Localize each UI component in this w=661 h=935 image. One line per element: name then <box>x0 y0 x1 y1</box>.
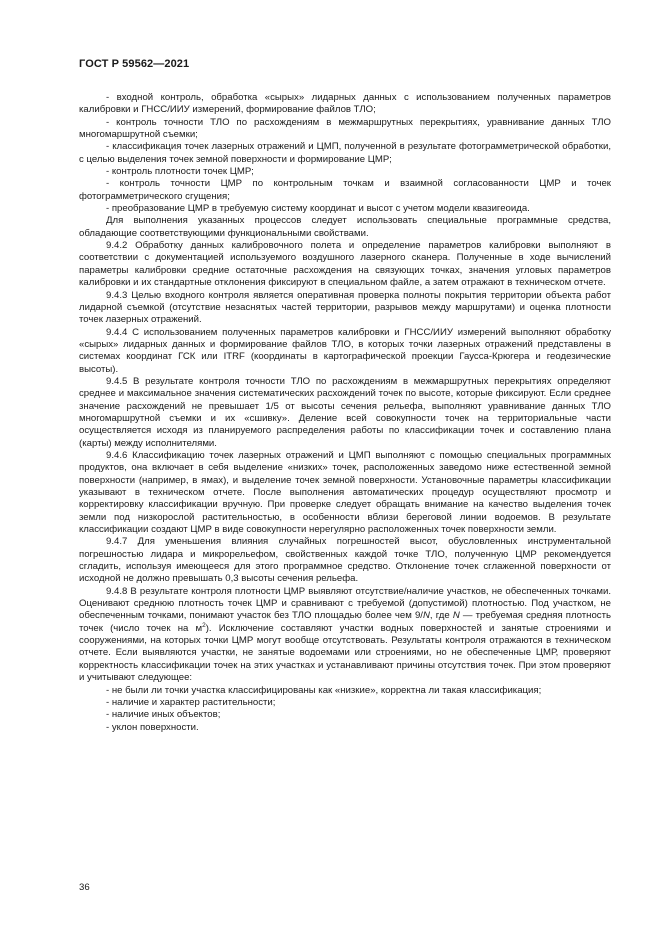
paragraph-9-4-8 <box>79 586 611 685</box>
list-item: - уклон поверхности. <box>106 721 199 733</box>
list-item: - классификация точек лазерных отражений и ЦМП, полученной в результате фотограмметрической обработки, с целью выделения точек земной поверхности и формирование ЦМР; <box>79 141 611 165</box>
text-run: ). Исключение составляют участки водных поверхностей и занятые строениями и сооружениями, на которых точки ЦМР могут вообще отсутствовать. Результаты контроля отражаются в техническом отчете. Если выявляются участки, не занятые водоемами или строениями, но не обеспеченные ЦМР, проверяют корректность классификации точек на этих участках и устанавливают причины отсутствия точек. При этом проверяют и учитывают следующее: <box>79 622 611 684</box>
list-item: - контроль плотности точек ЦМР; <box>106 166 254 178</box>
list-item: - наличие и характер растительности; <box>106 696 276 708</box>
list-item: - контроль точности ЦМР по контрольным точкам и взаимной согласованности ЦМР и точек фотограмметрического сгущения; <box>79 178 611 202</box>
text-run: 9.4.8 В результате контроля плотности ЦМР выявляют отсутствие/наличие участков, не обеспеченных точками. Оценивают среднюю плотность точек ЦМР и сравнивают с требуемой (допустимой) плотностью. Под участком, не обеспеченным точками, понимают участок без ТЛО площадью более чем 9/ <box>79 585 611 622</box>
document-header: ГОСТ Р 59562—2021 <box>79 58 190 70</box>
list-item: - контроль точности ТЛО по расхождениям в межмаршрутных перекрытиях, уравнивание данных ТЛО многомаршрутной съемки; <box>79 116 611 141</box>
list-item: - преобразование ЦМР в требуемую систему координат и высот с учетом модели квазигеоида. <box>106 203 530 215</box>
list-item: - наличие иных объектов; <box>106 709 221 721</box>
paragraph-9-4-7: 9.4.7 Для уменьшения влияния случайных погрешностей высот, обусловленных инструментальной погрешностью лидара и микрорельефом, свойственных каждой точке ТЛО, полученную ЦМР рекомендуется сгладить, используя имеющееся для этого программное средство. Отклонение точек сглаженной поверхности от исходной не должно превышать 0,3 высоты сечения рельефа. <box>79 536 611 585</box>
paragraph-9-4-6: 9.4.6 Классификацию точек лазерных отражений и ЦМП выполняют с помощью специальных программных продуктов, она включает в себя выделение «низких» точек, расположенных заведомо ниже естественной земной поверхности (например, в ямах), и выделение точек земной поверхности. Установочные параметры классификации указывают в техническом отчете. После выполнения автоматических процедур осуществляют просмотр и корректировку классификации вручную. При проверке следует обращать внимание на качество выделения точек земли под низкорослой растительностью, в особенности вблизи береговой линии водоемов. В результате классификации создают ЦМР в виде совокупности нерегулярно расположенных точек поверхности земли. <box>79 449 611 536</box>
paragraph-9-4-4: 9.4.4 С использованием полученных параметров калибровки и ГНСС/ИИУ измерений выполняют обработку «сырых» лидарных данных и формирование файлов ТЛО, в которых точки лазерных отражений представлены в системах координат ГСК или ITRF (координаты в картографической проекции Гаусса-Крюгера и геодезические высоты). <box>79 326 611 375</box>
paragraph: Для выполнения указанных процессов следует использовать специальные программные средства, обладающие соответствующими функциональными свойствами. <box>79 215 611 239</box>
italic-n: N <box>422 610 430 622</box>
text-run: , где <box>429 610 453 622</box>
page-number: 36 <box>79 882 90 893</box>
body-text <box>79 92 611 734</box>
italic-n: N <box>452 610 460 622</box>
text-run: — требуемая средняя плотность точек (число точек на м <box>79 610 611 634</box>
paragraph-9-4-2: 9.4.2 Обработку данных калибровочного полета и определение параметров калибровки выполняют в соответствии с документацией используемого воздушного лазерного сканера. Полученные в ходе вычислений параметры калибровки средние остаточные расхождения на связующих точках, значения угловых параметров калибровки и их стандартные отклонения фиксируют в специальном файле, а затем отражают в техническом отчете. <box>79 240 611 289</box>
paragraph-9-4-5: 9.4.5 В результате контроля точности ТЛО по расхождениям в межмаршрутных перекрытиях определяют среднее и максимальное значения систематических расхождений точек по высоте, которые фиксируют. Если среднее значение расхождений не превышает 1/5 от высоты сечения рельефа, выполняют уравнивание данных ТЛО многомаршрутной съемки и их «сшивку». Деление всей совокупности точек на территориальные части осуществляется исходя из планируемого распределения работы по классификации точек и составлению плана (карты) между исполнителями. <box>79 375 611 449</box>
paragraph-9-4-3: 9.4.3 Целью входного контроля является оперативная проверка полноты покрытия территории объекта работ лидарной съемкой (отсутствие незаснятых частей территории, разрывов между маршрутами) и оценка плотности точек лазерных отражений. <box>79 289 611 326</box>
superscript: 2 <box>202 621 206 629</box>
list-item: - не были ли точки участка классифицированы как «низкие», корректна ли такая классификация; <box>106 684 542 696</box>
list-item: - входной контроль, обработка «сырых» лидарных данных с использованием полученных параметров калибровки и ГНСС/ИИУ измерений, формирование файлов ТЛО; <box>79 92 611 116</box>
